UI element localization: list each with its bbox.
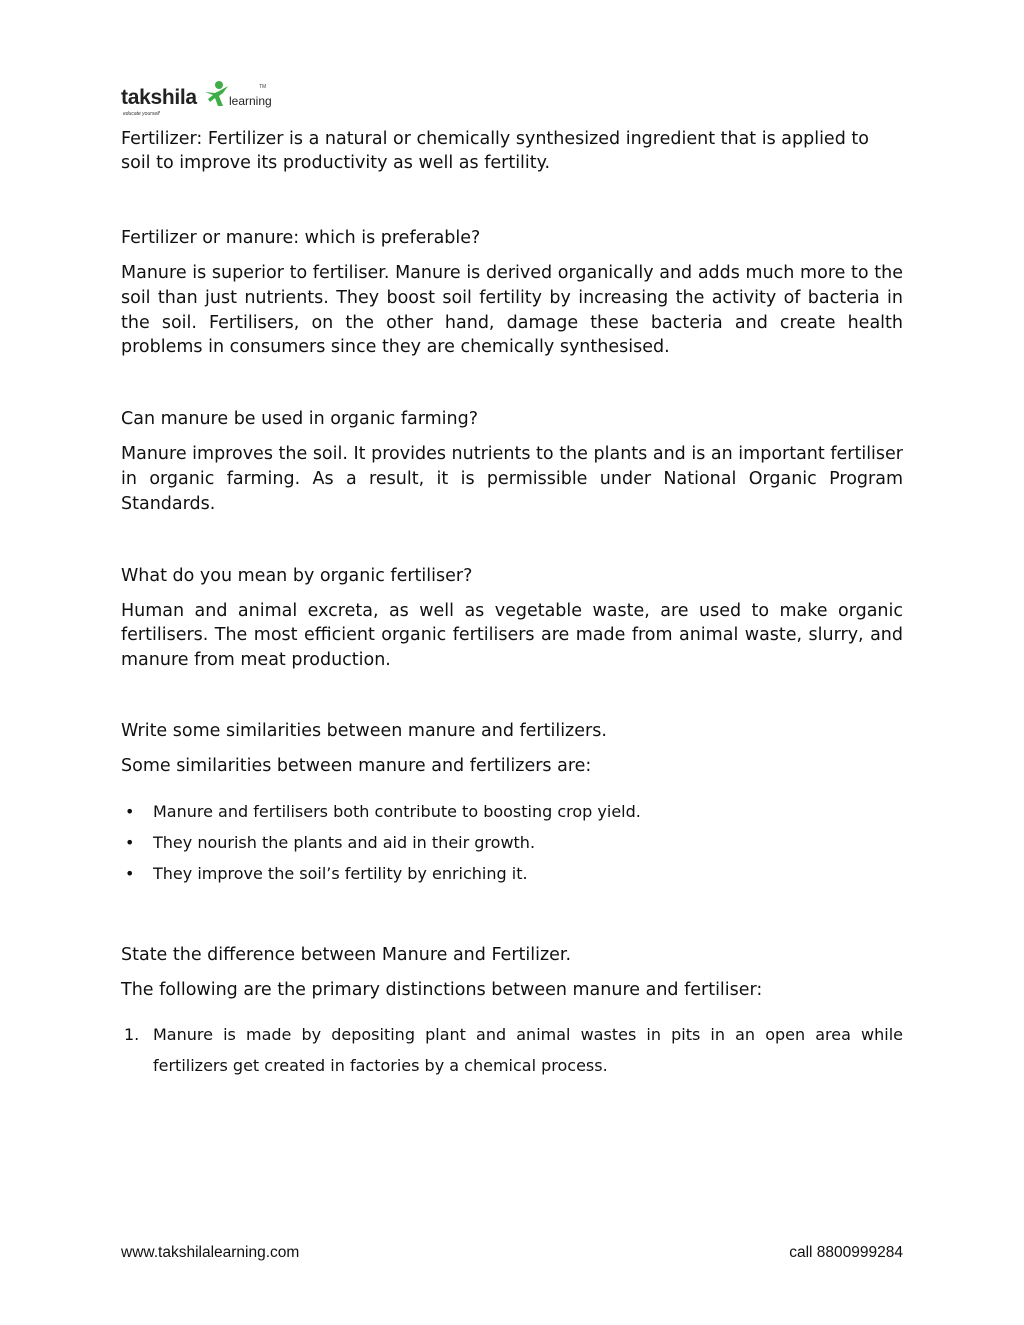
answer-paragraph: The following are the primary distinctions between manure and fertiliser: [121,979,763,1000]
answer-paragraph: Some similarities between manure and fertilizers are: [121,755,592,776]
question-heading: Write some similarities between manure and fertilizers. [121,720,607,741]
document-body [121,127,903,1081]
list-marker: 1. [124,1024,140,1044]
takshila-logo [121,80,271,122]
intro-term: Fertilizer: [121,129,203,149]
intro-text: Fertilizer is a natural or chemically synthesized ingredient that is applied to soil to improve its productivity as well as fertility. [121,129,869,173]
list-item: • They improve the soil’s fertility by enriching it. [121,858,903,889]
footer-website[interactable]: www.takshilalearning.com [121,1244,300,1261]
question-heading: What do you mean by organic fertiliser? [121,565,473,586]
similarities-list [121,796,903,889]
intro-paragraph [121,127,903,175]
logo-figure-icon [201,80,231,110]
question-heading: Fertilizer or manure: which is preferable? [121,228,481,248]
question-heading: State the difference between Manure and Fertilizer. [121,944,572,965]
footer-phone: call 8800999284 [789,1244,903,1261]
question-heading: Can manure be used in organic farming? [121,409,479,430]
logo-suffix-text: learning [229,94,272,108]
list-item: • They nourish the plants and aid in their growth. [121,827,903,858]
list-item [121,1019,903,1081]
list-item-text: Manure is made by depositing plant and animal wastes in pits in an open area while fertilizers get created in factories by a chemical process. [153,1024,903,1075]
answer-paragraph: Human and animal excreta, as well as vegetable waste, are used to make organic fertilisers. The most efficient organic fertilisers are made from animal waste, slurry, and manure from meat production. [121,600,903,671]
logo-brand-text: takshila [121,86,197,109]
differences-list [121,1019,903,1081]
answer-paragraph: Manure is superior to fertiliser. Manure is derived organically and adds much more to the soil than just nutrients. They boost soil fertility by increasing the activity of bacteria in the soil. Fertilisers, on the other hand, damage these bacteria and create health problems in consumers since they are chemically synthesised. [121,263,903,358]
list-item: • Manure and fertilisers both contribute to boosting crop yield. [121,796,903,827]
logo-tm-mark: TM [259,84,267,90]
answer-paragraph: Manure improves the soil. It provides nutrients to the plants and is an important fertiliser in organic farming. As a result, it is permissible under National Organic Program Standards. [121,444,903,514]
logo-tagline: educate yourself [123,111,160,117]
